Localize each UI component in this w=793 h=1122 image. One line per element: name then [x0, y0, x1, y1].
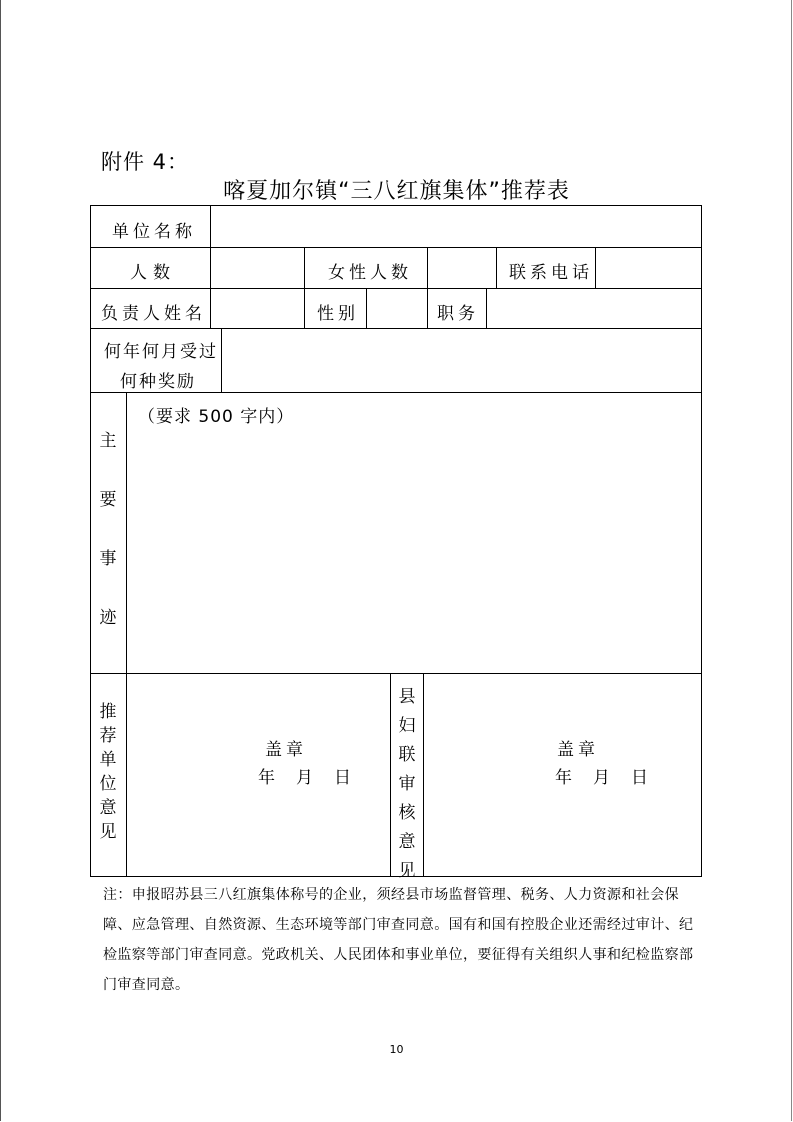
unit-name-label: 单位名称	[112, 222, 196, 242]
county-date-label: 年 月 日	[555, 768, 650, 788]
awards-label-line2: 何种奖励	[120, 372, 196, 392]
position-label: 职务	[437, 304, 479, 324]
unit-name-field[interactable]	[213, 207, 700, 246]
attachment-label: 附件 4：	[101, 150, 190, 174]
county-seal-label: 盖章	[557, 740, 599, 760]
recommender-seal-label: 盖章	[265, 740, 307, 760]
recommender-date-label: 年 月 日	[258, 768, 353, 788]
county-review-label: 县妇联审核意见	[398, 687, 416, 881]
phone-label: 联系电话	[509, 263, 593, 283]
deeds-field[interactable]	[128, 428, 700, 672]
headcount-label: 人数	[130, 263, 176, 283]
form-title: 喀夏加尔镇“三八红旗集体”推荐表	[223, 179, 570, 204]
recommender-label: 推荐单位意见	[99, 702, 117, 842]
leader-name-label: 负责人姓名	[101, 304, 206, 324]
headcount-field[interactable]	[212, 249, 303, 287]
awards-field[interactable]	[223, 330, 700, 391]
footnote: 注：申报昭苏县三八红旗集体称号的企业，须经县市场监督管理、税务、人力资源和社会保障、应急管理、自然资源、生态环境等部门审查同意。国有和国有控股企业还需经过审计、纪检监察等部门审查同意。党政机关、人民团体和事业单位，要征得有关组织人事和纪检监察部门审查同意。	[103, 887, 694, 993]
gender-field[interactable]	[368, 290, 426, 327]
deeds-hint: （要求 500 字内）	[138, 407, 295, 427]
leader-name-field[interactable]	[212, 290, 303, 327]
female-count-label: 女性人数	[328, 263, 412, 283]
phone-field[interactable]	[597, 249, 700, 287]
page-number: 10	[389, 1043, 404, 1056]
female-count-field[interactable]	[429, 249, 495, 287]
deeds-label: 主要事迹	[99, 431, 117, 628]
gender-label: 性别	[317, 304, 359, 324]
position-field[interactable]	[488, 290, 700, 327]
awards-label-line1: 何年何月受过	[104, 342, 218, 362]
